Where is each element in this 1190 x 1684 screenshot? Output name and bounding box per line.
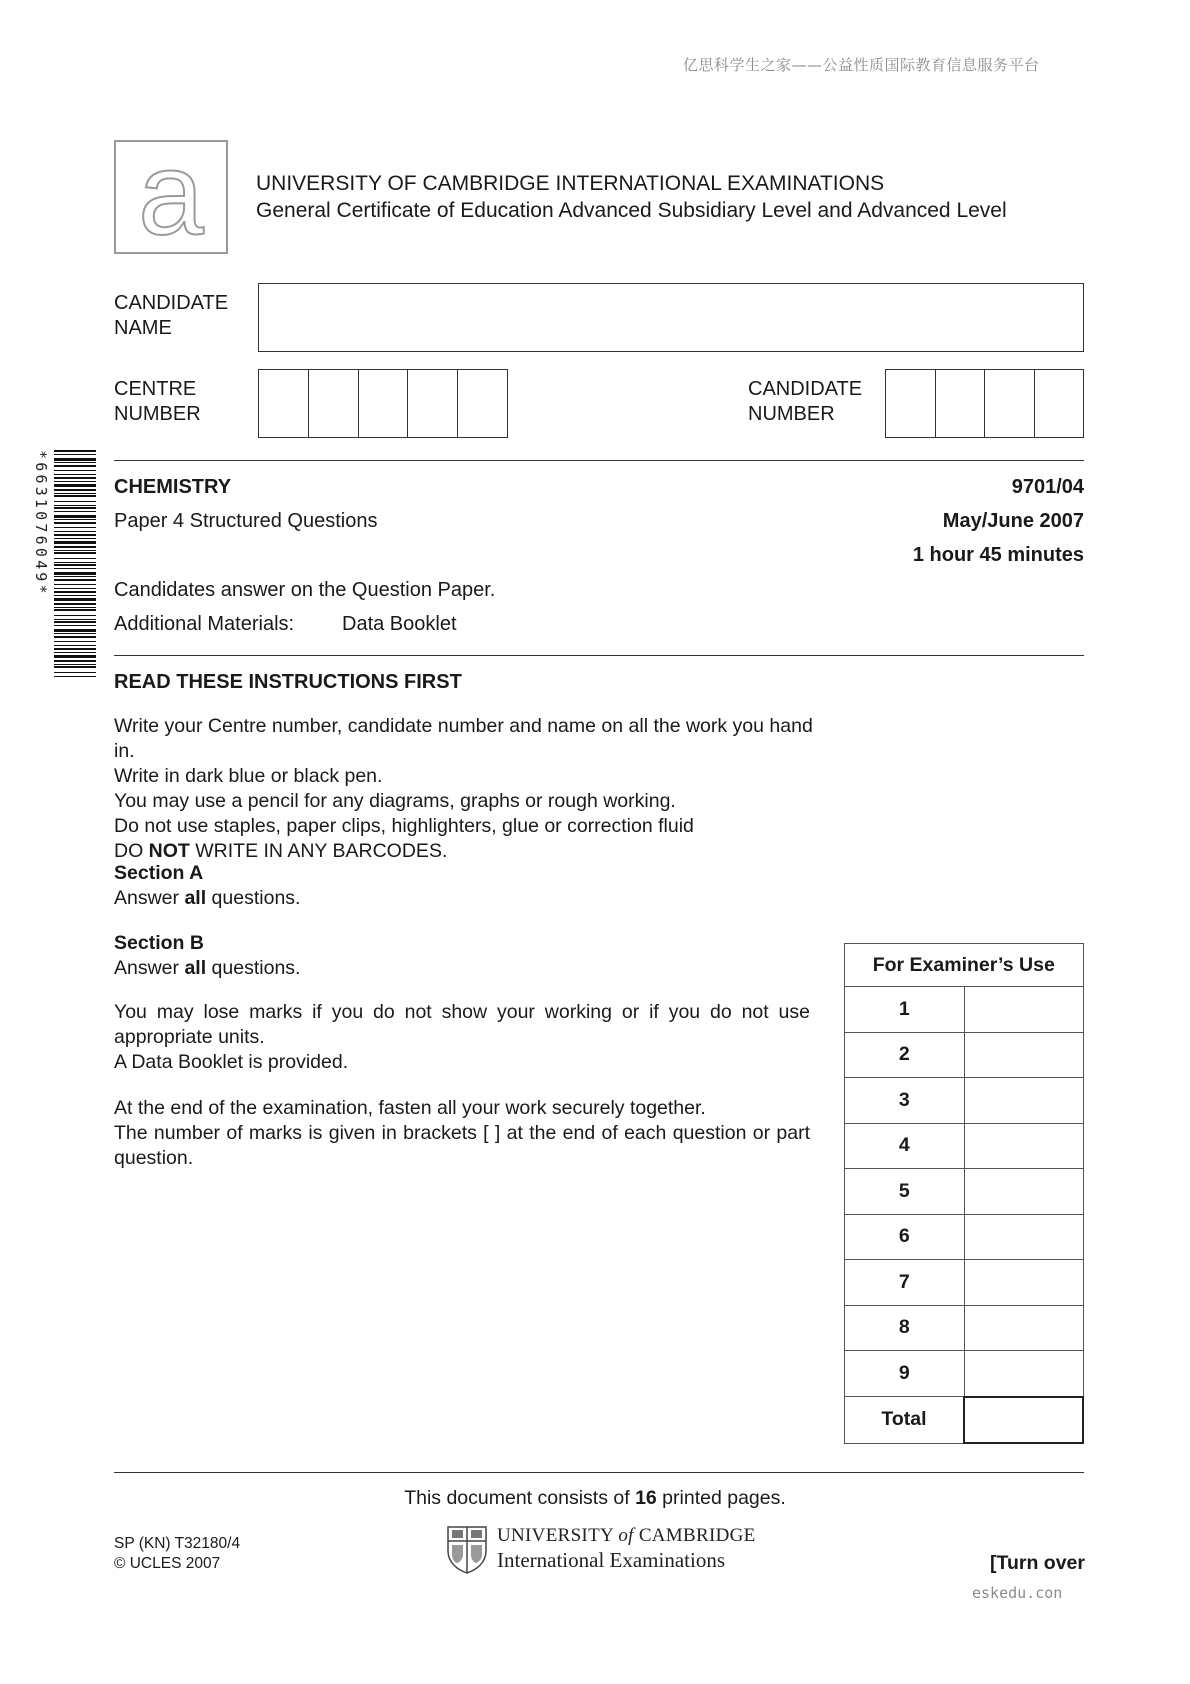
barcode-number: *6631076049* <box>32 450 50 597</box>
mark-cell <box>964 1123 1083 1169</box>
university-title: UNIVERSITY OF CAMBRIDGE INTERNATIONAL EXAMINATIONS <box>256 172 885 195</box>
marks-brackets-note: The number of marks is given in brackets [ ] at the end of each question or part question. <box>114 1122 810 1169</box>
additional-instructions <box>114 1000 810 1075</box>
divider-bottom <box>114 1472 1084 1473</box>
centre-digit-cell[interactable] <box>458 370 507 437</box>
centre-digit-cell[interactable] <box>259 370 309 437</box>
subject-title: CHEMISTRY <box>114 476 232 498</box>
question-number: 4 <box>845 1123 965 1169</box>
total-mark-cell <box>964 1397 1083 1444</box>
paper-code: 9701/04 <box>1011 476 1084 498</box>
watermark-top-text: 亿思科学生之家——公益性质国际教育信息服务平台 <box>683 56 1040 74</box>
instructions-heading: READ THESE INSTRUCTIONS FIRST <box>114 671 462 693</box>
candidate-name-label: CANDIDATE NAME <box>114 292 229 339</box>
table-row <box>845 1397 1084 1444</box>
marks-warning: You may lose marks if you do not show your working or if you do not use appropriate units. <box>114 1001 810 1048</box>
mark-cell <box>964 1305 1083 1351</box>
divider-top <box>114 460 1084 461</box>
question-number: 2 <box>845 1032 965 1078</box>
question-number: 7 <box>845 1260 965 1306</box>
instruction-line: Write in dark blue or black pen. <box>114 765 383 787</box>
candidate-digit-cell[interactable] <box>1035 370 1084 437</box>
mark-cell <box>964 1032 1083 1078</box>
centre-number-label: CENTRE NUMBER <box>114 378 201 425</box>
exam-duration: 1 hour 45 minutes <box>912 544 1084 566</box>
cie-logo-a <box>114 140 228 254</box>
fasten-note: At the end of the examination, fasten all your work securely together. <box>114 1097 706 1119</box>
table-row <box>845 1032 1084 1078</box>
closing-instructions <box>114 1096 810 1171</box>
candidate-digit-cell[interactable] <box>985 370 1035 437</box>
question-number: 1 <box>845 987 965 1033</box>
print-code: SP (KN) T32180/4 <box>114 1535 241 1552</box>
question-number: 9 <box>845 1351 965 1397</box>
cambridge-logo-line2: International Examinations <box>497 1548 726 1572</box>
section-a-answer: Answer all questions. <box>114 887 301 909</box>
mark-cell <box>964 1260 1083 1306</box>
question-number: 5 <box>845 1169 965 1215</box>
mark-cell <box>964 987 1083 1033</box>
cambridge-crest-icon <box>446 1525 488 1580</box>
candidate-name-field[interactable] <box>258 283 1084 352</box>
table-row <box>845 1260 1084 1306</box>
mark-cell <box>964 1214 1083 1260</box>
table-row <box>845 1169 1084 1215</box>
mark-cell <box>964 1351 1083 1397</box>
table-row <box>845 987 1084 1033</box>
instruction-line: You may use a pencil for any diagrams, graphs or rough working. <box>114 790 676 812</box>
candidate-digit-cell[interactable] <box>886 370 936 437</box>
question-number: 8 <box>845 1305 965 1351</box>
centre-number-field[interactable] <box>258 369 508 438</box>
watermark-bottom-text: eskedu.con <box>972 1584 1063 1602</box>
document-code <box>114 1534 240 1574</box>
section-b-heading: Section B <box>114 932 204 954</box>
materials-value: Data Booklet <box>342 613 457 635</box>
section-a-instructions <box>114 861 834 911</box>
centre-digit-cell[interactable] <box>359 370 409 437</box>
mark-cell <box>964 1078 1083 1124</box>
section-a-heading: Section A <box>114 862 204 884</box>
table-row <box>845 1214 1084 1260</box>
instruction-line: Write your Centre number, candidate number and name on all the work you hand in. <box>114 715 813 762</box>
candidate-number-field[interactable] <box>885 369 1084 438</box>
examiner-use-table <box>844 943 1084 1444</box>
copyright: © UCLES 2007 <box>114 1555 221 1572</box>
general-instructions <box>114 714 834 864</box>
table-row <box>845 1305 1084 1351</box>
qualification-subtitle: General Certificate of Education Advanced Subsidiary Level and Advanced Level <box>256 199 1007 222</box>
answer-note: Candidates answer on the Question Paper. <box>114 579 496 601</box>
cambridge-logo-line1: UNIVERSITY of CAMBRIDGE <box>497 1525 756 1546</box>
candidate-number-label: CANDIDATE NUMBER <box>748 378 863 425</box>
divider-middle <box>114 655 1084 656</box>
total-label: Total <box>845 1397 965 1444</box>
examiner-table-heading: For Examiner’s Use <box>845 944 1084 987</box>
turn-over-label: [Turn over <box>990 1552 1085 1574</box>
data-booklet-note: A Data Booklet is provided. <box>114 1051 349 1073</box>
paper-title: Paper 4 Structured Questions <box>114 510 378 532</box>
table-row <box>845 1078 1084 1124</box>
page-count-note: This document consists of 16 printed pages. <box>404 1487 786 1509</box>
section-b-answer: Answer all questions. <box>114 957 301 979</box>
candidate-digit-cell[interactable] <box>936 370 986 437</box>
table-row <box>845 1351 1084 1397</box>
instruction-line: Do not use staples, paper clips, highlighters, glue or correction fluid <box>114 815 694 837</box>
table-row <box>845 1123 1084 1169</box>
mark-cell <box>964 1169 1083 1215</box>
logo-letter: a <box>138 142 204 252</box>
section-b-instructions <box>114 931 834 981</box>
question-number: 3 <box>845 1078 965 1124</box>
instruction-line: DO NOT WRITE IN ANY BARCODES. <box>114 840 448 862</box>
centre-digit-cell[interactable] <box>408 370 458 437</box>
materials-label: Additional Materials: <box>114 613 295 635</box>
question-number: 6 <box>845 1214 965 1260</box>
exam-session: May/June 2007 <box>942 510 1084 532</box>
centre-digit-cell[interactable] <box>309 370 359 437</box>
